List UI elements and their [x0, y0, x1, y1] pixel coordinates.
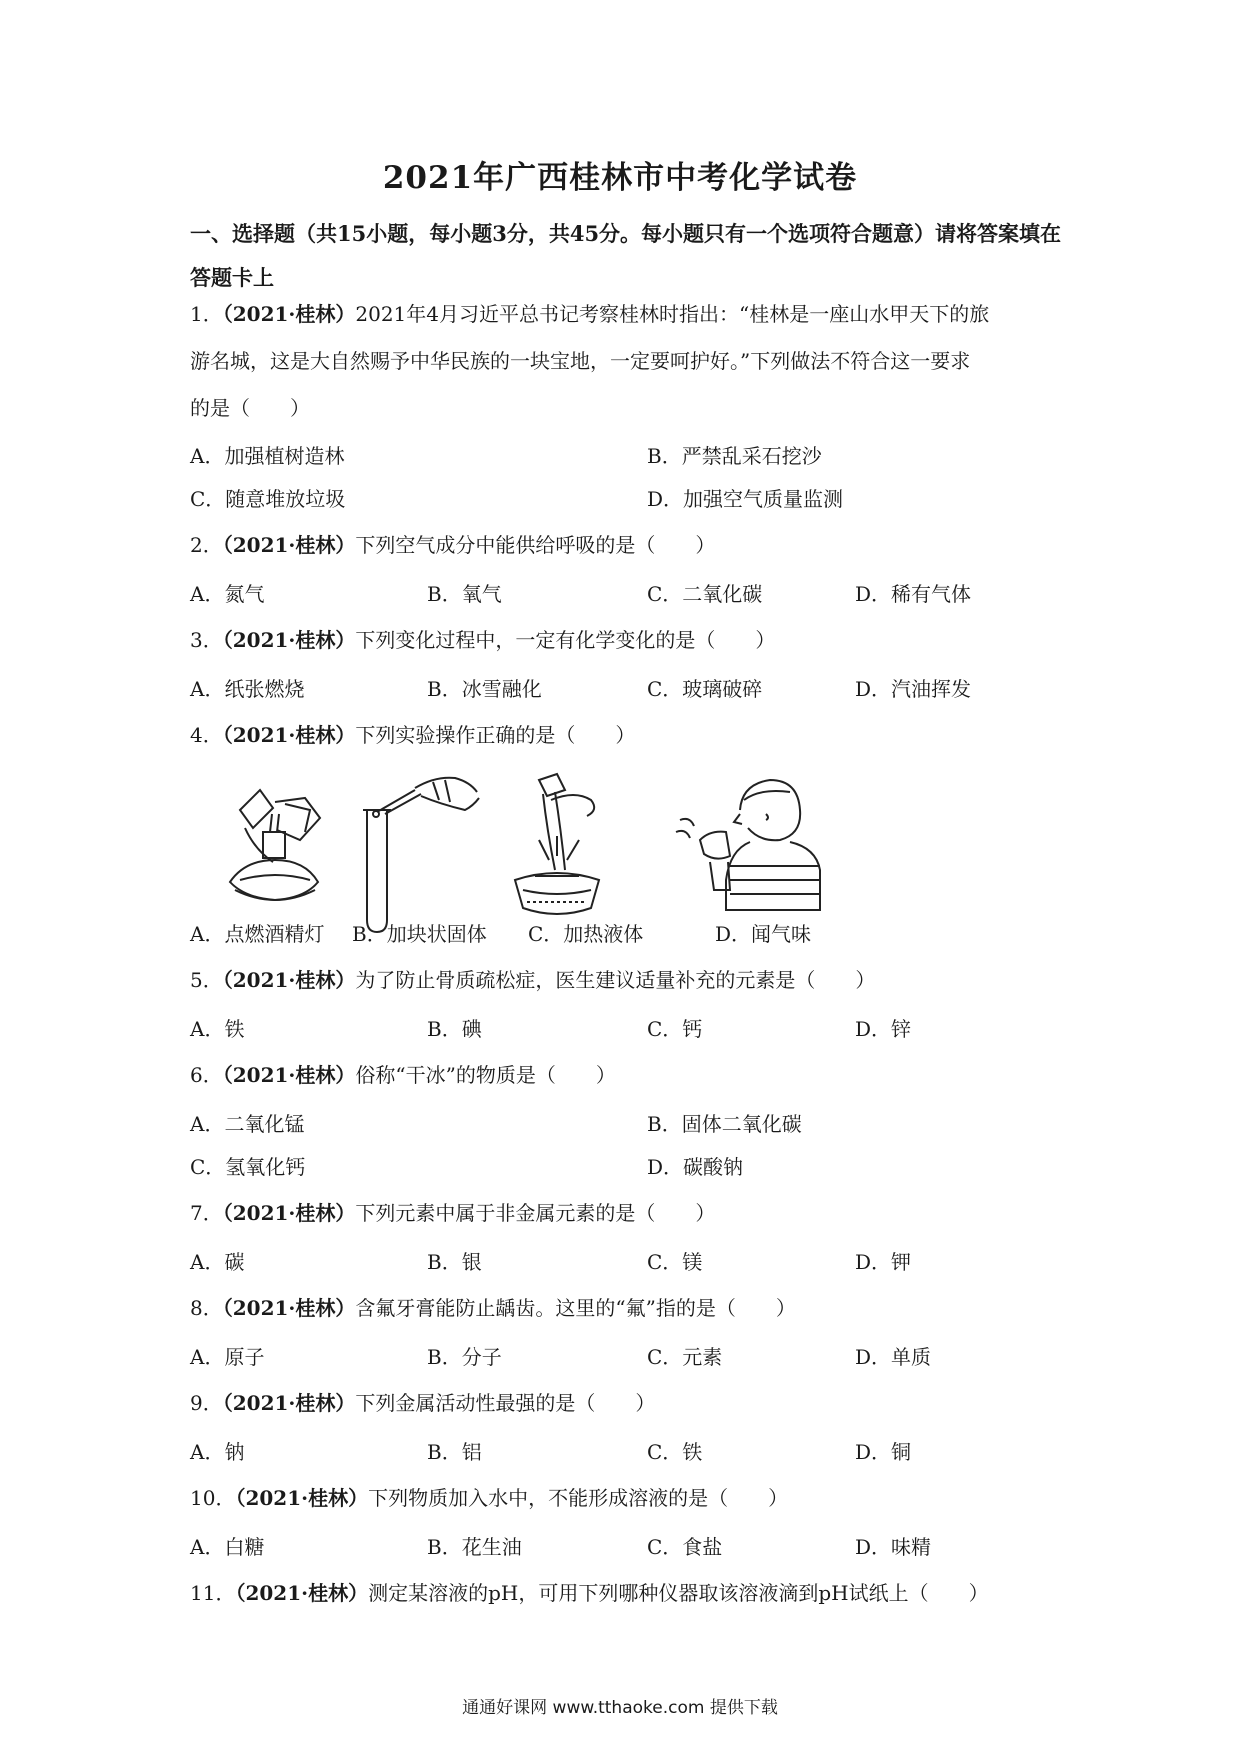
question-3: 3．（2021·桂林）下列变化过程中，一定有化学变化的是（ ） [190, 628, 776, 652]
option-d: D．味精 [855, 1535, 932, 1559]
question-source: （2021·桂林） [235, 1486, 369, 1510]
question-source: （2021·桂林） [222, 1296, 356, 1320]
question-source: （2021·桂林） [222, 1391, 356, 1415]
option-d: D．稀有气体 [855, 582, 972, 606]
question-5: 5．（2021·桂林）为了防止骨质疏松症，医生建议适量补充的元素是（ ） [190, 968, 876, 992]
option-c: C．氢氧化钙 [190, 1155, 306, 1179]
question-source: （2021·桂林） [222, 302, 356, 326]
option-d: D．锌 [855, 1017, 912, 1041]
question-4: 4．（2021·桂林）下列实验操作正确的是（ ） [190, 723, 636, 747]
test-tube-figure [355, 770, 485, 940]
option-b: B．固体二氧化碳 [647, 1112, 802, 1136]
alcohol-lamp-figure [215, 770, 345, 920]
footer-credit: 通通好课网 www.tthaoke.com 提供下载 [462, 1698, 778, 1718]
option-c: C．元素 [647, 1345, 723, 1369]
heating-liquid-figure [495, 770, 620, 930]
question-1: 1．（2021·桂林）2021年4月习近平总书记考察桂林时指出：“桂林是一座山水甲天下的旅 [190, 302, 990, 326]
option-a: A．原子 [190, 1345, 265, 1369]
question-6: 6．（2021·桂林）俗称“干冰”的物质是（ ） [190, 1063, 616, 1087]
option-d: D．碳酸钠 [647, 1155, 744, 1179]
option-b: B．碘 [427, 1017, 482, 1041]
option-d: D．铜 [855, 1440, 912, 1464]
page-title: 2021年广西桂林市中考化学试卷 [382, 160, 858, 196]
option-b: B．氧气 [427, 582, 502, 606]
question-2: 2．（2021·桂林）下列空气成分中能供给呼吸的是（ ） [190, 533, 716, 557]
option-c: C．随意堆放垃圾 [190, 487, 346, 511]
smelling-figure [670, 770, 830, 920]
question-source: （2021·桂林） [222, 533, 356, 557]
question-10: 10．（2021·桂林）下列物质加入水中，不能形成溶液的是（ ） [190, 1486, 789, 1510]
option-a: A．二氧化锰 [190, 1112, 305, 1136]
option-b: B．分子 [427, 1345, 502, 1369]
question-9: 9．（2021·桂林）下列金属活动性最强的是（ ） [190, 1391, 656, 1415]
option-a: A．钠 [190, 1440, 245, 1464]
question-source: （2021·桂林） [235, 1581, 369, 1605]
option-c: C．铁 [647, 1440, 703, 1464]
option-b: B．严禁乱采石挖沙 [647, 444, 822, 468]
option-c: C．玻璃破碎 [647, 677, 763, 701]
option-a: A．加强植树造林 [190, 444, 345, 468]
option-a: A．纸张燃烧 [190, 677, 305, 701]
question-source: （2021·桂林） [222, 1063, 356, 1087]
question-1-line-2: 游名城，这是大自然赐予中华民族的一块宝地，一定要呵护好。”下列做法不符合这一要求 [190, 349, 971, 373]
option-d: D．汽油挥发 [855, 677, 972, 701]
question-11: 11．（2021·桂林）测定某溶液的pH，可用下列哪种仪器取该溶液滴到pH试纸上（ ） [190, 1581, 989, 1605]
option-a: A．白糖 [190, 1535, 265, 1559]
option-a: A．铁 [190, 1017, 245, 1041]
option-c: C．镁 [647, 1250, 703, 1274]
option-c: C．食盐 [647, 1535, 723, 1559]
question-7: 7．（2021·桂林）下列元素中属于非金属元素的是（ ） [190, 1201, 716, 1225]
option-d: D．单质 [855, 1345, 932, 1369]
option-b: B．冰雪融化 [427, 677, 542, 701]
option-b: B．银 [427, 1250, 482, 1274]
option-c: C．二氧化碳 [647, 582, 763, 606]
option-b: B．花生油 [427, 1535, 522, 1559]
option-b: B．铝 [427, 1440, 482, 1464]
option-d: D．钾 [855, 1250, 912, 1274]
question-8: 8．（2021·桂林）含氟牙膏能防止龋齿。这里的“氟”指的是（ ） [190, 1296, 796, 1320]
question-source: （2021·桂林） [222, 628, 356, 652]
option-d: D．加强空气质量监测 [647, 487, 844, 511]
option-b: B．加块状固体 [352, 922, 487, 946]
option-a: A．氮气 [190, 582, 265, 606]
option-a: A．点燃酒精灯 [190, 922, 325, 946]
option-c: C．加热液体 [528, 922, 644, 946]
question-1-line-3: 的是（ ） [190, 396, 310, 420]
question-source: （2021·桂林） [222, 723, 356, 747]
option-c: C．钙 [647, 1017, 703, 1041]
option-d: D．闻气味 [715, 922, 812, 946]
option-a: A．碳 [190, 1250, 245, 1274]
section-heading: 一、选择题（共15小题，每小题3分，共45分。每小题只有一个选项符合题意）请将答案填在答题卡上 [190, 221, 1062, 290]
question-source: （2021·桂林） [222, 968, 356, 992]
question-source: （2021·桂林） [222, 1201, 356, 1225]
